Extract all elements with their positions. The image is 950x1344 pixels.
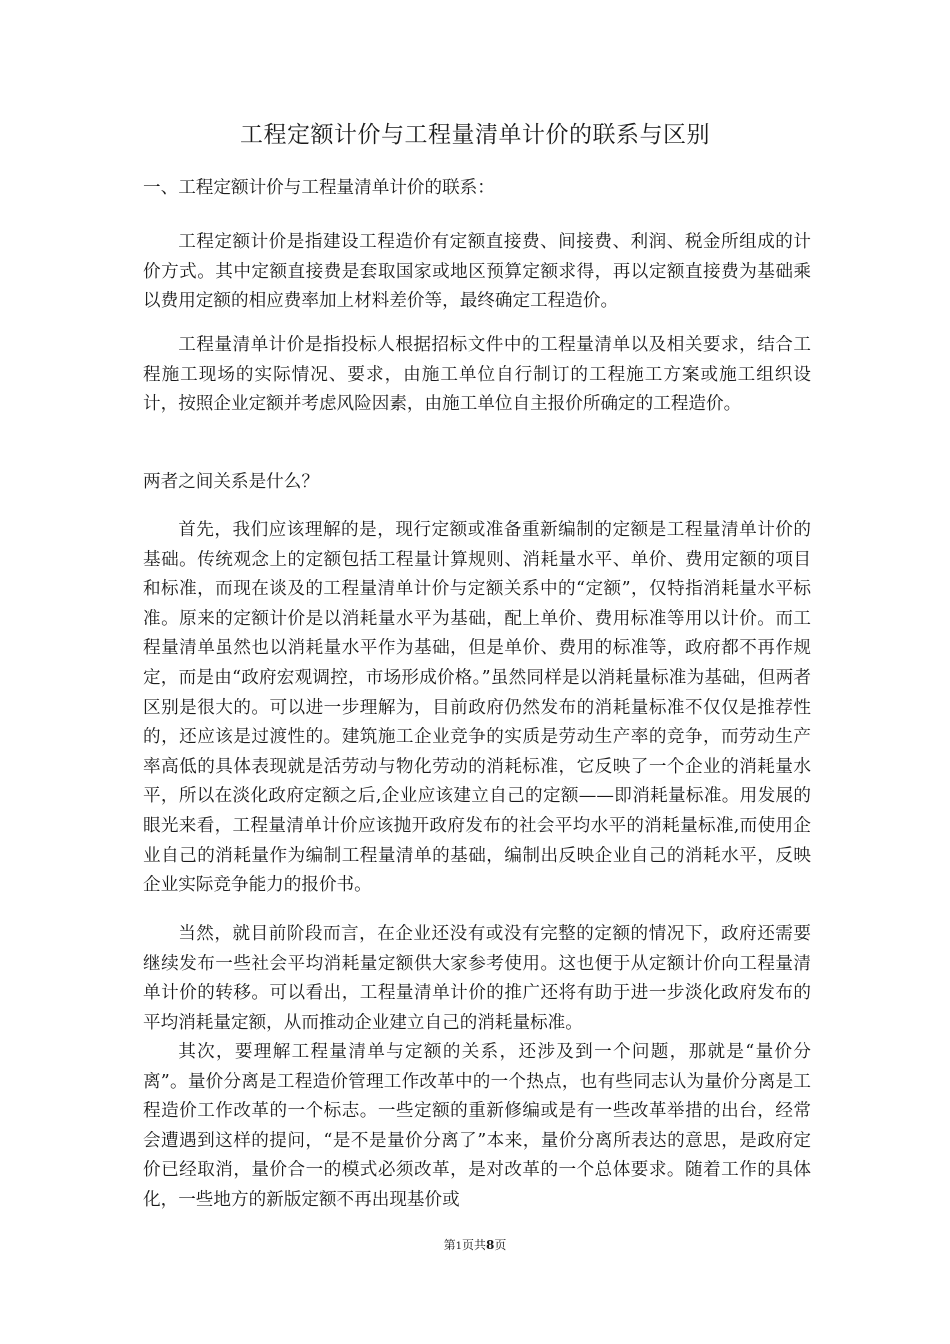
section-heading: 一、工程定额计价与工程量清单计价的联系： xyxy=(143,178,495,198)
footer-prefix: 第 xyxy=(443,1238,456,1252)
footer-suffix: 页 xyxy=(494,1238,507,1252)
document-title: 工程定额计价与工程量清单计价的联系与区别 xyxy=(240,122,710,148)
footer-current-page: 1 xyxy=(455,1241,462,1252)
question-heading: 两者之间关系是什么？ xyxy=(143,472,319,492)
paragraph-first: 首先，我们应该理解的是，现行定额或准备重新编制的定额是工程量清单计价的基础。传统观念上的定额包括工程量计算规则、消耗量水平、单价、费用定额的项目和标准，而现在谈及的工程量清单计价与定额关系中的“定额”，仅特指消耗量水平标准。原来的定额计价是以消耗量水平为基础，配上单价、费用标准等用以计价。而工程量清单虽然也以消耗量水平作为基础，但是单价、费用的标准等，政府都不再作规定，而是由“政府宏观调控，市场形成价格。”虽然同样是以消耗量标准为基础，但两者区别是很大的。可以进一步理解为，目前政府仍然发布的消耗量标准不仅仅是推荐性的，还应该是过渡性的。建筑施工企业竞争的实质是劳动生产率的竞争，而劳动生产率高低的具体表现就是活劳动与物化劳动的消耗标准，它反映了一个企业的消耗量水平，所以在淡化政府定额之后,企业应该建立自己的定额——即消耗量标准。用发展的眼光来看，工程量清单计价应该抛开政府发布的社会平均水平的消耗量标准,而使用企业自己的消耗量作为编制工程量清单的基础，编制出反映企业自己的消耗水平，反映企业实际竞争能力的报价书。 xyxy=(143,520,811,896)
page-footer xyxy=(0,1236,950,1256)
paragraph-second: 当然，就目前阶段而言，在企业还没有或没有完整的定额的情况下，政府还需要继续发布一些社会平均消耗量定额供大家参考使用。这也便于从定额计价向工程量清单计价的转移。可以看出，工程量清单计价的推广还将有助于进一步淡化政府发布的平均消耗量定额，从而推动企业建立自己的消耗量标准。 xyxy=(143,924,811,1033)
paragraph-definition-bill: 工程量清单计价是指投标人根据招标文件中的工程量清单以及相关要求，结合工程施工现场的实际情况、要求，由施工单位自行制订的工程施工方案或施工组织设计，按照企业定额并考虑风险因素，由施工单位自主报价所确定的工程造价。 xyxy=(143,335,811,415)
paragraph-definition-quota: 工程定额计价是指建设工程造价有定额直接费、间接费、利润、税金所组成的计价方式。其中定额直接费是套取国家或地区预算定额求得，再以定额直接费为基础乘以费用定额的相应费率加上材料差价等，最终确定工程造价。 xyxy=(143,232,811,312)
footer-total-pages: 8 xyxy=(486,1238,495,1252)
paragraph-third: 其次，要理解工程量清单与定额的关系，还涉及到一个问题，那就是“量价分离”。量价分离是工程造价管理工作改革中的一个热点，也有些同志认为量价分离是工程造价工作改革的一个标志。一些定额的重新修编或是有一些改革举措的出台，经常会遭遇到这样的提问，“是不是量价分离了”本来，量价分离所表达的意思，是政府定价已经取消，量价合一的模式必须改革，是对改革的一个总体要求。随着工作的具体化，一些地方的新版定额不再出现基价或 xyxy=(143,1042,811,1210)
footer-middle: 页共 xyxy=(462,1238,487,1252)
